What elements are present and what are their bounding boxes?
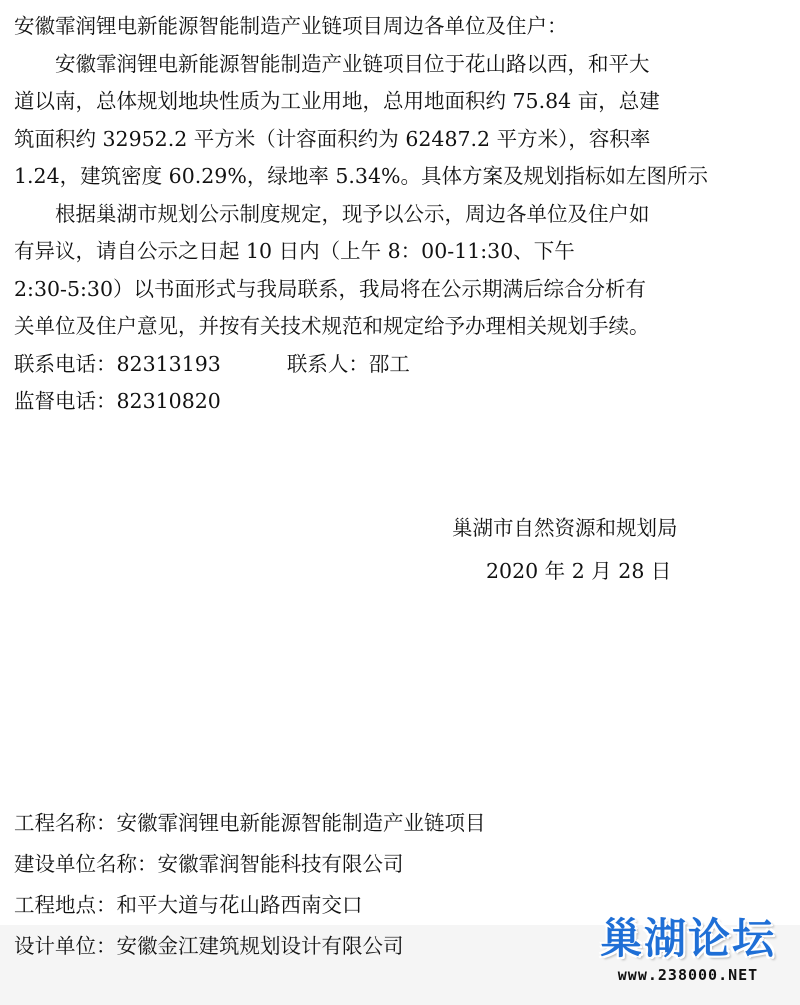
- project-designer: 设计单位：安徽金江建筑规划设计有限公司: [14, 934, 404, 958]
- paragraph-1-line-3: 筑面积约 32952.2 平方米（计容面积约为 62487.2 平方米），容积率: [14, 126, 651, 151]
- project-name: 工程名称：安徽霏润锂电新能源智能制造产业链项目: [14, 811, 486, 835]
- forum-watermark: [588, 913, 788, 993]
- paragraph-2-line-1: 根据巢湖市规划公示制度规定，现予以公示，周边各单位及住户如: [55, 201, 650, 226]
- signature-date: 2020 年 2 月 28 日: [486, 559, 672, 583]
- project-builder: 建设单位名称：安徽霏润智能科技有限公司: [14, 852, 404, 876]
- watermark-title: 巢湖论坛: [599, 914, 776, 963]
- paragraph-1-line-2: 道以南，总体规划地块性质为工业用地，总用地面积约 75.84 亩，总建: [14, 89, 660, 113]
- signature-org: 巢湖市自然资源和规划局: [452, 516, 678, 540]
- paragraph-1-line-1: 安徽霏润锂电新能源智能制造产业链项目位于花山路以西，和平大: [55, 51, 650, 76]
- contact-row: [14, 346, 789, 384]
- notice-body: [14, 8, 789, 421]
- project-location: 工程地点：和平大道与花山路西南交口: [14, 893, 363, 917]
- supervise-phone: 监督电话：82310820: [14, 389, 221, 413]
- paragraph-1-line-4: 1.24，建筑密度 60.29%，绿地率 5.34%。具体方案及规划指标如左图所示: [14, 164, 708, 188]
- paragraph-2-line-3: 2:30-5:30）以书面形式与我局联系，我局将在公示期满后综合分析有: [14, 276, 646, 301]
- contact-person: 联系人：邵工: [286, 351, 410, 376]
- project-info: [14, 803, 486, 967]
- contact-phone: 联系电话：82313193: [14, 351, 221, 376]
- paragraph-2-line-4: 关单位及住户意见，并按有关技术规范和规定给予办理相关规划手续。: [14, 314, 650, 338]
- watermark-url: www.238000.NET: [617, 966, 759, 984]
- paragraph-2-line-2: 有异议，请自公示之日起 10 日内（上午 8：00-11:30、下午: [14, 239, 575, 263]
- salutation: 安徽霏润锂电新能源智能制造产业链项目周边各单位及住户：: [14, 14, 568, 38]
